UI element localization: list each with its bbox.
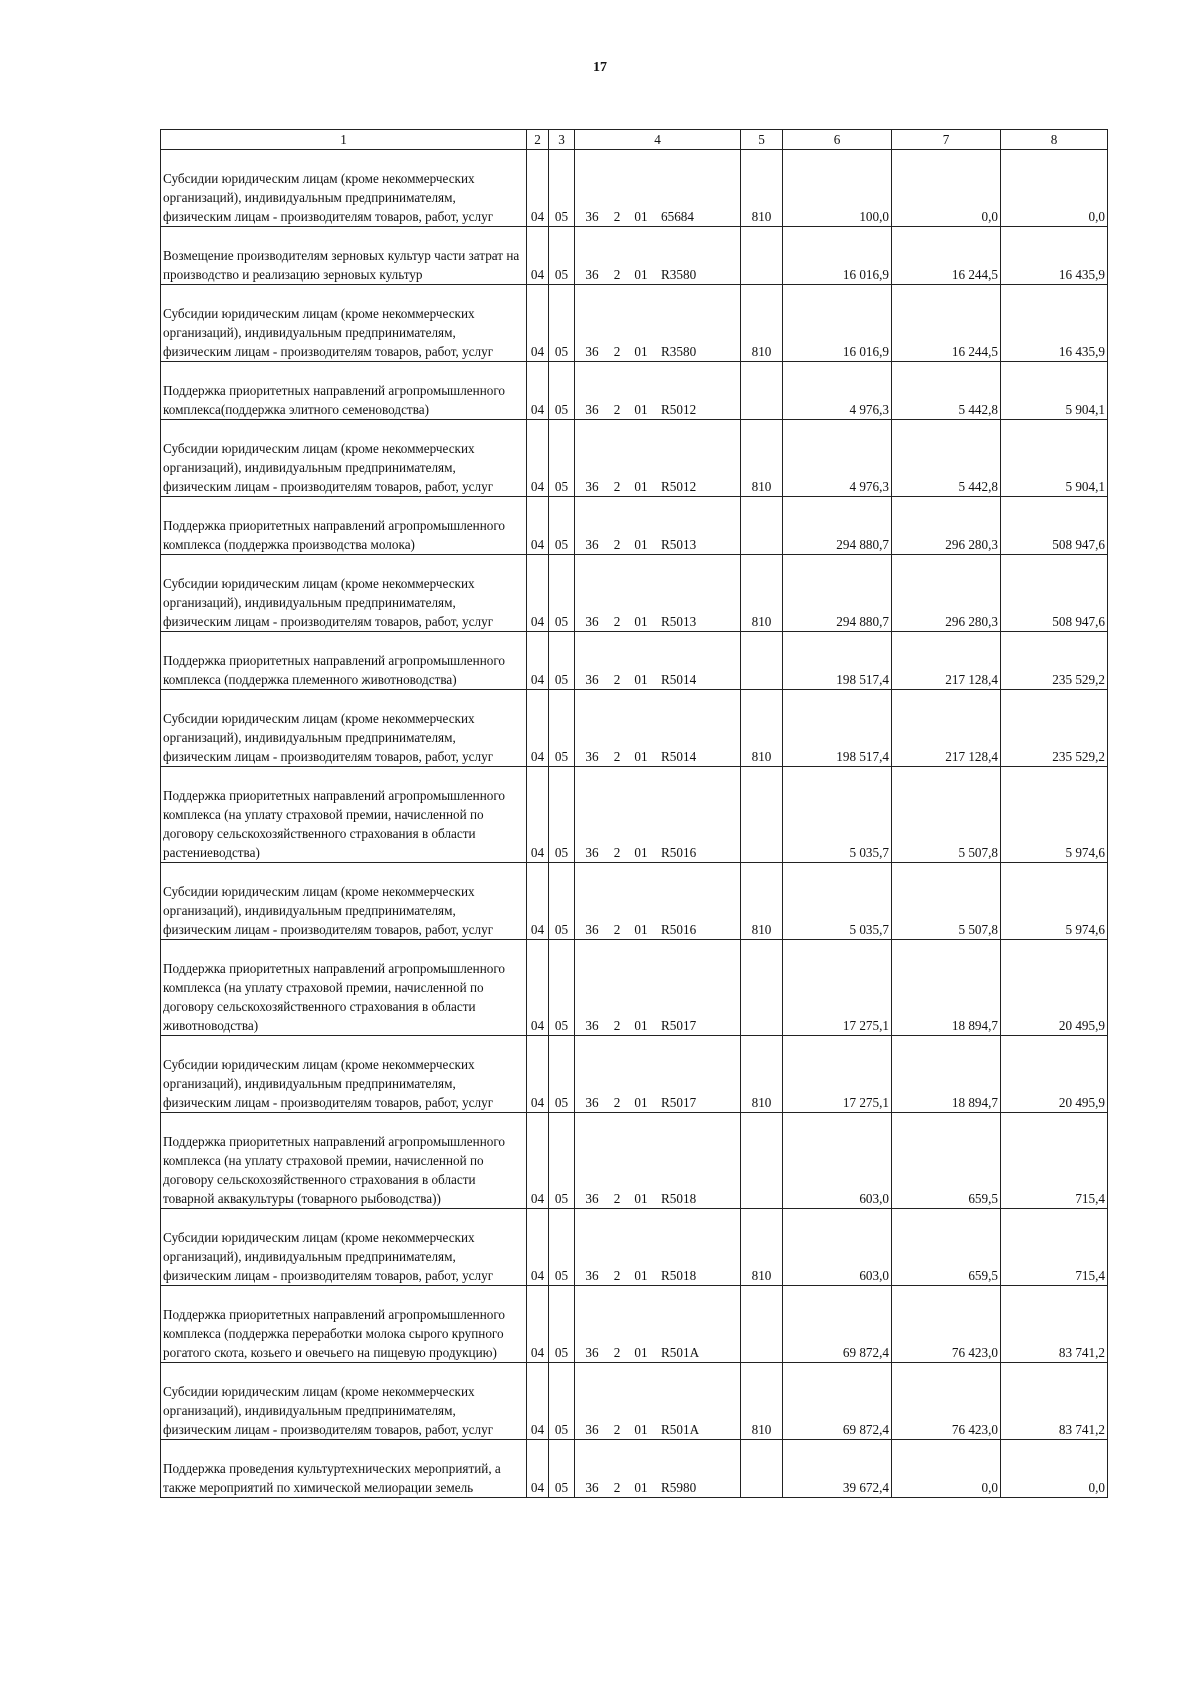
amount-year-3: 508 947,6 bbox=[1001, 497, 1108, 555]
amount-year-1: 4 976,3 bbox=[783, 420, 892, 497]
activity-code: 01 bbox=[634, 1095, 648, 1110]
program-code: 36 bbox=[585, 672, 599, 687]
amount-year-3: 0,0 bbox=[1001, 150, 1108, 227]
section-code: 04 bbox=[527, 1036, 549, 1113]
section-code: 04 bbox=[527, 767, 549, 863]
amount-year-1: 16 016,9 bbox=[783, 227, 892, 285]
header-row bbox=[161, 130, 1108, 150]
subprogram-code: 2 bbox=[613, 1480, 621, 1495]
amount-year-1: 17 275,1 bbox=[783, 940, 892, 1036]
subsection-code: 05 bbox=[549, 227, 575, 285]
amount-year-3: 0,0 bbox=[1001, 1440, 1108, 1498]
amount-year-2: 659,5 bbox=[892, 1113, 1001, 1209]
amount-year-3: 83 741,2 bbox=[1001, 1363, 1108, 1440]
direction-code: R5016 bbox=[661, 845, 697, 860]
amount-year-3: 5 974,6 bbox=[1001, 863, 1108, 940]
budget-table bbox=[160, 129, 1108, 1498]
activity-code: 01 bbox=[634, 922, 648, 937]
activity-code: 01 bbox=[634, 1480, 648, 1495]
row-name bbox=[161, 150, 527, 227]
table-row bbox=[161, 632, 1108, 690]
amount-year-1: 17 275,1 bbox=[783, 1036, 892, 1113]
subsection-code: 05 bbox=[549, 767, 575, 863]
row-name-text: Поддержка приоритетных направлений агропромышленного комплекса(поддержка элитного семеноводства) bbox=[163, 383, 506, 417]
program-code: 36 bbox=[585, 1480, 599, 1495]
row-name-text: Поддержка приоритетных направлений агропромышленного комплекса (поддержка племенного животноводства) bbox=[163, 653, 506, 687]
amount-year-2: 0,0 bbox=[892, 150, 1001, 227]
row-name-text: Субсидии юридическим лицам (кроме некоммерческих организаций), индивидуальным предпринимателям, физическим лицам - производителям товаров, работ, услуг bbox=[163, 1057, 494, 1110]
program-code: 36 bbox=[585, 1191, 599, 1206]
amount-year-2: 76 423,0 bbox=[892, 1286, 1001, 1363]
activity-code: 01 bbox=[634, 402, 648, 417]
row-name-text: Субсидии юридическим лицам (кроме некоммерческих организаций), индивидуальным предпринимателям, физическим лицам - производителям товаров, работ, услуг bbox=[163, 306, 494, 359]
table-row bbox=[161, 1209, 1108, 1286]
target-article-code bbox=[575, 1036, 741, 1113]
amount-year-3: 5 974,6 bbox=[1001, 767, 1108, 863]
amount-year-2: 217 128,4 bbox=[892, 690, 1001, 767]
amount-year-3: 5 904,1 bbox=[1001, 420, 1108, 497]
subprogram-code: 2 bbox=[613, 1018, 621, 1033]
program-code: 36 bbox=[585, 402, 599, 417]
target-article-code bbox=[575, 420, 741, 497]
subsection-code: 05 bbox=[549, 420, 575, 497]
expense-type-code: 810 bbox=[741, 1363, 783, 1440]
activity-code: 01 bbox=[634, 1191, 648, 1206]
amount-year-2: 5 507,8 bbox=[892, 863, 1001, 940]
row-name-text: Поддержка приоритетных направлений агропромышленного комплекса (на уплату страховой премии, начисленной по договору сельскохозяйственного страхования в области животноводства) bbox=[163, 961, 506, 1033]
amount-year-3: 235 529,2 bbox=[1001, 632, 1108, 690]
header-cell: 4 bbox=[575, 130, 741, 150]
amount-year-2: 659,5 bbox=[892, 1209, 1001, 1286]
expense-type-code: 810 bbox=[741, 1036, 783, 1113]
amount-year-2: 16 244,5 bbox=[892, 285, 1001, 362]
row-name bbox=[161, 1440, 527, 1498]
program-code: 36 bbox=[585, 1422, 599, 1437]
target-article-code bbox=[575, 285, 741, 362]
subprogram-code: 2 bbox=[613, 209, 621, 224]
table-row bbox=[161, 1286, 1108, 1363]
amount-year-1: 5 035,7 bbox=[783, 767, 892, 863]
amount-year-3: 508 947,6 bbox=[1001, 555, 1108, 632]
amount-year-1: 5 035,7 bbox=[783, 863, 892, 940]
target-article-code bbox=[575, 940, 741, 1036]
section-code: 04 bbox=[527, 940, 549, 1036]
section-code: 04 bbox=[527, 227, 549, 285]
activity-code: 01 bbox=[634, 614, 648, 629]
subprogram-code: 2 bbox=[613, 267, 621, 282]
table-row bbox=[161, 767, 1108, 863]
subprogram-code: 2 bbox=[613, 845, 621, 860]
subsection-code: 05 bbox=[549, 863, 575, 940]
target-article-code bbox=[575, 1440, 741, 1498]
expense-type-code: 810 bbox=[741, 150, 783, 227]
row-name bbox=[161, 1363, 527, 1440]
subprogram-code: 2 bbox=[613, 402, 621, 417]
expense-type-code bbox=[741, 227, 783, 285]
direction-code: R5012 bbox=[661, 479, 697, 494]
header-cell: 1 bbox=[161, 130, 527, 150]
subsection-code: 05 bbox=[549, 632, 575, 690]
table-row bbox=[161, 227, 1108, 285]
expense-type-code: 810 bbox=[741, 420, 783, 497]
amount-year-1: 294 880,7 bbox=[783, 555, 892, 632]
row-name bbox=[161, 555, 527, 632]
amount-year-2: 296 280,3 bbox=[892, 555, 1001, 632]
amount-year-2: 16 244,5 bbox=[892, 227, 1001, 285]
subprogram-code: 2 bbox=[613, 1422, 621, 1437]
amount-year-3: 20 495,9 bbox=[1001, 940, 1108, 1036]
row-name bbox=[161, 940, 527, 1036]
direction-code: R5017 bbox=[661, 1095, 697, 1110]
direction-code: R501A bbox=[661, 1345, 700, 1360]
amount-year-3: 715,4 bbox=[1001, 1209, 1108, 1286]
expense-type-code bbox=[741, 940, 783, 1036]
header-cell: 7 bbox=[892, 130, 1001, 150]
expense-type-code bbox=[741, 1440, 783, 1498]
program-code: 36 bbox=[585, 1018, 599, 1033]
direction-code: R5013 bbox=[661, 614, 697, 629]
table-row bbox=[161, 940, 1108, 1036]
subsection-code: 05 bbox=[549, 1036, 575, 1113]
subsection-code: 05 bbox=[549, 940, 575, 1036]
direction-code: R5018 bbox=[661, 1191, 697, 1206]
expense-type-code: 810 bbox=[741, 690, 783, 767]
row-name bbox=[161, 1113, 527, 1209]
section-code: 04 bbox=[527, 1363, 549, 1440]
section-code: 04 bbox=[527, 285, 549, 362]
amount-year-2: 5 507,8 bbox=[892, 767, 1001, 863]
row-name bbox=[161, 227, 527, 285]
amount-year-2: 5 442,8 bbox=[892, 362, 1001, 420]
program-code: 36 bbox=[585, 209, 599, 224]
row-name-text: Поддержка приоритетных направлений агропромышленного комплекса (поддержка переработки молока сырого крупного рогатого скота, козьего и овечьего на пищевую продукцию) bbox=[163, 1307, 506, 1360]
section-code: 04 bbox=[527, 690, 549, 767]
header-cell: 8 bbox=[1001, 130, 1108, 150]
table-row bbox=[161, 1113, 1108, 1209]
subprogram-code: 2 bbox=[613, 479, 621, 494]
subsection-code: 05 bbox=[549, 690, 575, 767]
table-row bbox=[161, 497, 1108, 555]
expense-type-code: 810 bbox=[741, 1209, 783, 1286]
amount-year-1: 603,0 bbox=[783, 1113, 892, 1209]
expense-type-code: 810 bbox=[741, 285, 783, 362]
activity-code: 01 bbox=[634, 209, 648, 224]
amount-year-2: 0,0 bbox=[892, 1440, 1001, 1498]
subprogram-code: 2 bbox=[613, 749, 621, 764]
table-row bbox=[161, 555, 1108, 632]
amount-year-3: 16 435,9 bbox=[1001, 285, 1108, 362]
direction-code: R5014 bbox=[661, 672, 697, 687]
section-code: 04 bbox=[527, 863, 549, 940]
amount-year-2: 217 128,4 bbox=[892, 632, 1001, 690]
subsection-code: 05 bbox=[549, 362, 575, 420]
row-name-text: Поддержка приоритетных направлений агропромышленного комплекса (на уплату страховой премии, начисленной по договору сельскохозяйственного страхования в области товарной аквакультуры (товарного рыбоводства)) bbox=[163, 1134, 506, 1206]
subprogram-code: 2 bbox=[613, 1268, 621, 1283]
activity-code: 01 bbox=[634, 537, 648, 552]
row-name bbox=[161, 632, 527, 690]
row-name-text: Субсидии юридическим лицам (кроме некоммерческих организаций), индивидуальным предпринимателям, физическим лицам - производителям товаров, работ, услуг bbox=[163, 441, 494, 494]
program-code: 36 bbox=[585, 537, 599, 552]
row-name-text: Поддержка приоритетных направлений агропромышленного комплекса (поддержка производства молока) bbox=[163, 518, 506, 552]
program-code: 36 bbox=[585, 614, 599, 629]
amount-year-2: 18 894,7 bbox=[892, 1036, 1001, 1113]
target-article-code bbox=[575, 227, 741, 285]
table-row bbox=[161, 1440, 1108, 1498]
section-code: 04 bbox=[527, 1286, 549, 1363]
expense-type-code: 810 bbox=[741, 863, 783, 940]
row-name bbox=[161, 1036, 527, 1113]
target-article-code bbox=[575, 690, 741, 767]
activity-code: 01 bbox=[634, 1345, 648, 1360]
amount-year-2: 5 442,8 bbox=[892, 420, 1001, 497]
expense-type-code: 810 bbox=[741, 555, 783, 632]
subsection-code: 05 bbox=[549, 1113, 575, 1209]
row-name-text: Субсидии юридическим лицам (кроме некоммерческих организаций), индивидуальным предпринимателям, физическим лицам - производителям товаров, работ, услуг bbox=[163, 884, 494, 937]
amount-year-1: 39 672,4 bbox=[783, 1440, 892, 1498]
activity-code: 01 bbox=[634, 672, 648, 687]
expense-type-code bbox=[741, 1113, 783, 1209]
subprogram-code: 2 bbox=[613, 672, 621, 687]
amount-year-1: 198 517,4 bbox=[783, 690, 892, 767]
amount-year-3: 83 741,2 bbox=[1001, 1286, 1108, 1363]
row-name bbox=[161, 1286, 527, 1363]
direction-code: R3580 bbox=[661, 344, 697, 359]
target-article-code bbox=[575, 767, 741, 863]
program-code: 36 bbox=[585, 267, 599, 282]
activity-code: 01 bbox=[634, 845, 648, 860]
row-name bbox=[161, 285, 527, 362]
amount-year-3: 16 435,9 bbox=[1001, 227, 1108, 285]
program-code: 36 bbox=[585, 344, 599, 359]
row-name bbox=[161, 497, 527, 555]
header-cell: 5 bbox=[741, 130, 783, 150]
program-code: 36 bbox=[585, 749, 599, 764]
activity-code: 01 bbox=[634, 479, 648, 494]
amount-year-3: 5 904,1 bbox=[1001, 362, 1108, 420]
direction-code: R5012 bbox=[661, 402, 697, 417]
amount-year-2: 296 280,3 bbox=[892, 497, 1001, 555]
amount-year-3: 715,4 bbox=[1001, 1113, 1108, 1209]
row-name-text: Поддержка проведения культуртехнических мероприятий, а также мероприятий по химической мелиорации земель bbox=[163, 1461, 501, 1495]
row-name-text: Субсидии юридическим лицам (кроме некоммерческих организаций), индивидуальным предпринимателям, физическим лицам - производителям товаров, работ, услуг bbox=[163, 576, 494, 629]
direction-code: R5016 bbox=[661, 922, 697, 937]
expense-type-code bbox=[741, 497, 783, 555]
row-name-text: Субсидии юридическим лицам (кроме некоммерческих организаций), индивидуальным предпринимателям, физическим лицам - производителям товаров, работ, услуг bbox=[163, 1384, 494, 1437]
subprogram-code: 2 bbox=[613, 1345, 621, 1360]
amount-year-3: 235 529,2 bbox=[1001, 690, 1108, 767]
expense-type-code bbox=[741, 767, 783, 863]
activity-code: 01 bbox=[634, 267, 648, 282]
subsection-code: 05 bbox=[549, 1440, 575, 1498]
table-row bbox=[161, 863, 1108, 940]
amount-year-1: 100,0 bbox=[783, 150, 892, 227]
program-code: 36 bbox=[585, 1268, 599, 1283]
table-row bbox=[161, 1036, 1108, 1113]
amount-year-1: 4 976,3 bbox=[783, 362, 892, 420]
subsection-code: 05 bbox=[549, 285, 575, 362]
header-cell: 2 bbox=[527, 130, 549, 150]
row-name bbox=[161, 1209, 527, 1286]
row-name-text: Возмещение производителям зерновых культур части затрат на производство и реализацию зерновых культур bbox=[163, 248, 520, 282]
subsection-code: 05 bbox=[549, 1363, 575, 1440]
section-code: 04 bbox=[527, 150, 549, 227]
amount-year-1: 198 517,4 bbox=[783, 632, 892, 690]
target-article-code bbox=[575, 555, 741, 632]
amount-year-1: 69 872,4 bbox=[783, 1286, 892, 1363]
direction-code: R5018 bbox=[661, 1268, 697, 1283]
section-code: 04 bbox=[527, 1113, 549, 1209]
subsection-code: 05 bbox=[549, 555, 575, 632]
subsection-code: 05 bbox=[549, 497, 575, 555]
subprogram-code: 2 bbox=[613, 344, 621, 359]
section-code: 04 bbox=[527, 632, 549, 690]
table-row bbox=[161, 690, 1108, 767]
header-cell: 6 bbox=[783, 130, 892, 150]
target-article-code bbox=[575, 497, 741, 555]
activity-code: 01 bbox=[634, 1268, 648, 1283]
table-row bbox=[161, 420, 1108, 497]
direction-code: R5014 bbox=[661, 749, 697, 764]
header-cell: 3 bbox=[549, 130, 575, 150]
section-code: 04 bbox=[527, 1440, 549, 1498]
table-row bbox=[161, 285, 1108, 362]
program-code: 36 bbox=[585, 922, 599, 937]
activity-code: 01 bbox=[634, 749, 648, 764]
section-code: 04 bbox=[527, 420, 549, 497]
table-body bbox=[161, 150, 1108, 1498]
direction-code: 65684 bbox=[661, 209, 694, 224]
direction-code: R5013 bbox=[661, 537, 697, 552]
subprogram-code: 2 bbox=[613, 922, 621, 937]
amount-year-1: 294 880,7 bbox=[783, 497, 892, 555]
subsection-code: 05 bbox=[549, 1209, 575, 1286]
expense-type-code bbox=[741, 632, 783, 690]
target-article-code bbox=[575, 863, 741, 940]
amount-year-2: 18 894,7 bbox=[892, 940, 1001, 1036]
target-article-code bbox=[575, 632, 741, 690]
table-row bbox=[161, 362, 1108, 420]
expense-type-code bbox=[741, 362, 783, 420]
activity-code: 01 bbox=[634, 1018, 648, 1033]
program-code: 36 bbox=[585, 479, 599, 494]
program-code: 36 bbox=[585, 1095, 599, 1110]
subprogram-code: 2 bbox=[613, 1095, 621, 1110]
section-code: 04 bbox=[527, 1209, 549, 1286]
row-name bbox=[161, 420, 527, 497]
row-name bbox=[161, 362, 527, 420]
amount-year-1: 603,0 bbox=[783, 1209, 892, 1286]
subsection-code: 05 bbox=[549, 150, 575, 227]
section-code: 04 bbox=[527, 555, 549, 632]
amount-year-1: 16 016,9 bbox=[783, 285, 892, 362]
section-code: 04 bbox=[527, 362, 549, 420]
section-code: 04 bbox=[527, 497, 549, 555]
subprogram-code: 2 bbox=[613, 537, 621, 552]
target-article-code bbox=[575, 1363, 741, 1440]
direction-code: R3580 bbox=[661, 267, 697, 282]
direction-code: R5980 bbox=[661, 1480, 697, 1495]
direction-code: R5017 bbox=[661, 1018, 697, 1033]
target-article-code bbox=[575, 1113, 741, 1209]
row-name-text: Поддержка приоритетных направлений агропромышленного комплекса (на уплату страховой премии, начисленной по договору сельскохозяйственного страхования в области растениеводства) bbox=[163, 788, 506, 860]
row-name-text: Субсидии юридическим лицам (кроме некоммерческих организаций), индивидуальным предпринимателям, физическим лицам - производителям товаров, работ, услуг bbox=[163, 171, 494, 224]
program-code: 36 bbox=[585, 1345, 599, 1360]
row-name-text: Субсидии юридическим лицам (кроме некоммерческих организаций), индивидуальным предпринимателям, физическим лицам - производителям товаров, работ, услуг bbox=[163, 1230, 494, 1283]
subprogram-code: 2 bbox=[613, 614, 621, 629]
target-article-code bbox=[575, 150, 741, 227]
activity-code: 01 bbox=[634, 1422, 648, 1437]
amount-year-1: 69 872,4 bbox=[783, 1363, 892, 1440]
subprogram-code: 2 bbox=[613, 1191, 621, 1206]
target-article-code bbox=[575, 1209, 741, 1286]
direction-code: R501A bbox=[661, 1422, 700, 1437]
page-number: 17 bbox=[593, 60, 607, 75]
table-row bbox=[161, 150, 1108, 227]
row-name-text: Субсидии юридическим лицам (кроме некоммерческих организаций), индивидуальным предпринимателям, физическим лицам - производителям товаров, работ, услуг bbox=[163, 711, 494, 764]
target-article-code bbox=[575, 1286, 741, 1363]
amount-year-2: 76 423,0 bbox=[892, 1363, 1001, 1440]
row-name bbox=[161, 690, 527, 767]
amount-year-3: 20 495,9 bbox=[1001, 1036, 1108, 1113]
program-code: 36 bbox=[585, 845, 599, 860]
row-name bbox=[161, 863, 527, 940]
expense-type-code bbox=[741, 1286, 783, 1363]
activity-code: 01 bbox=[634, 344, 648, 359]
target-article-code bbox=[575, 362, 741, 420]
subsection-code: 05 bbox=[549, 1286, 575, 1363]
table-row bbox=[161, 1363, 1108, 1440]
row-name bbox=[161, 767, 527, 863]
